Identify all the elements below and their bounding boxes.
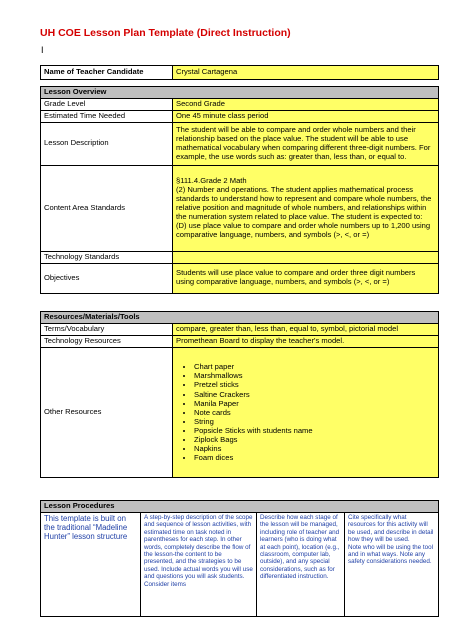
objectives-value[interactable]: Students will use place value to compare and order three digit numbers using comparative language, numbers, and symbols (>, <, or =) [173, 263, 439, 293]
time-needed-value[interactable]: One 45 minute class period [173, 110, 439, 122]
other-resources-label: Other Resources [41, 347, 173, 477]
list-item: • Manila Paper [194, 399, 435, 408]
text-cursor: I [41, 45, 44, 55]
grade-level-value[interactable]: Second Grade [173, 98, 439, 110]
grade-level-label: Grade Level [41, 98, 173, 110]
technology-resources-label: Technology Resources [41, 335, 173, 347]
procedures-steps-guidance[interactable]: A step-by-step description of the scope and sequence of lesson activities, with estimated time on task noted in parentheses for each step. In other words, completely describe the flow of the lesson-the content to be presented, and the strategies to be used. Include actual words you will use and questions you will ask students. Consider items [141, 512, 257, 616]
procedures-resources-guidance[interactable]: Cite specifically what resources for this activity will be used, and describe in detail how they will be used. Note who will be using the tool and in what ways. Note any safety considerations needed. [345, 512, 439, 616]
list-item: • Saltine Crackers [194, 390, 435, 399]
technology-standards-label: Technology Standards [41, 251, 173, 263]
resources-header: Resources/Materials/Tools [41, 312, 439, 324]
time-needed-label: Estimated Time Needed [41, 110, 173, 122]
list-item: • Chart paper [194, 362, 435, 371]
list-item: • Foam dices [194, 453, 435, 462]
objectives-label: Objectives [41, 263, 173, 293]
list-item: • Marshmallows [194, 371, 435, 380]
overview-header: Lesson Overview [41, 87, 439, 99]
teacher-table [40, 65, 439, 80]
overview-table [40, 86, 439, 294]
lesson-description-value[interactable]: The student will be able to compare and order whole numbers and their relationship based on the place value. The student will be able to use mathematical vocabulary when comparing different three-digit numbers. For example, the use words such as: greater than, less than, or equal to. [173, 122, 439, 165]
procedures-intro: This template is built on the traditional “Madeline Hunter” lesson structure [41, 512, 141, 616]
list-item: • Note cards [194, 408, 435, 417]
technology-standards-value[interactable] [173, 251, 439, 263]
content-standards-label: Content Area Standards [41, 165, 173, 251]
list-item: • Ziplock Bags [194, 435, 435, 444]
document-title: UH COE Lesson Plan Template (Direct Instruction) [40, 27, 291, 39]
procedures-table [40, 500, 439, 617]
technology-resources-value[interactable]: Promethean Board to display the teacher's model. [173, 335, 439, 347]
procedures-header: Lesson Procedures [41, 501, 439, 513]
list-item: • Napkins [194, 444, 435, 453]
teacher-label: Name of Teacher Candidate [41, 66, 173, 80]
list-item: • Pretzel sticks [194, 380, 435, 389]
list-item: • Popsicle Sticks with students name [194, 426, 435, 435]
other-resources-list [176, 362, 435, 462]
content-standards-value[interactable]: §111.4.Grade 2 Math (2) Number and operations. The student applies mathematical process standards to understand how to represent and compare whole numbers, the relative position and magnitude of whole numbers, and relationships within the numeration system related to place value. The student is expected to: (D) use place value to compare and order whole numbers up to 1,200 using comparative language, numbers, and symbols (>, <, or =) [173, 165, 439, 251]
list-item: • String [194, 417, 435, 426]
other-resources-value[interactable] [173, 347, 439, 477]
resources-table [40, 311, 439, 478]
teacher-value[interactable]: Crystal Cartagena [173, 66, 439, 80]
terms-value[interactable]: compare, greater than, less than, equal to, symbol, pictorial model [173, 323, 439, 335]
lesson-description-label: Lesson Description [41, 122, 173, 165]
procedures-management-guidance[interactable]: Describe how each stage of the lesson will be managed, including role of teacher and learners (who is doing what at each point), location (e.g., classroom, computer lab, outside), and any special considerations, such as for differentiated instruction. [257, 512, 345, 616]
terms-label: Terms/Vocabulary [41, 323, 173, 335]
